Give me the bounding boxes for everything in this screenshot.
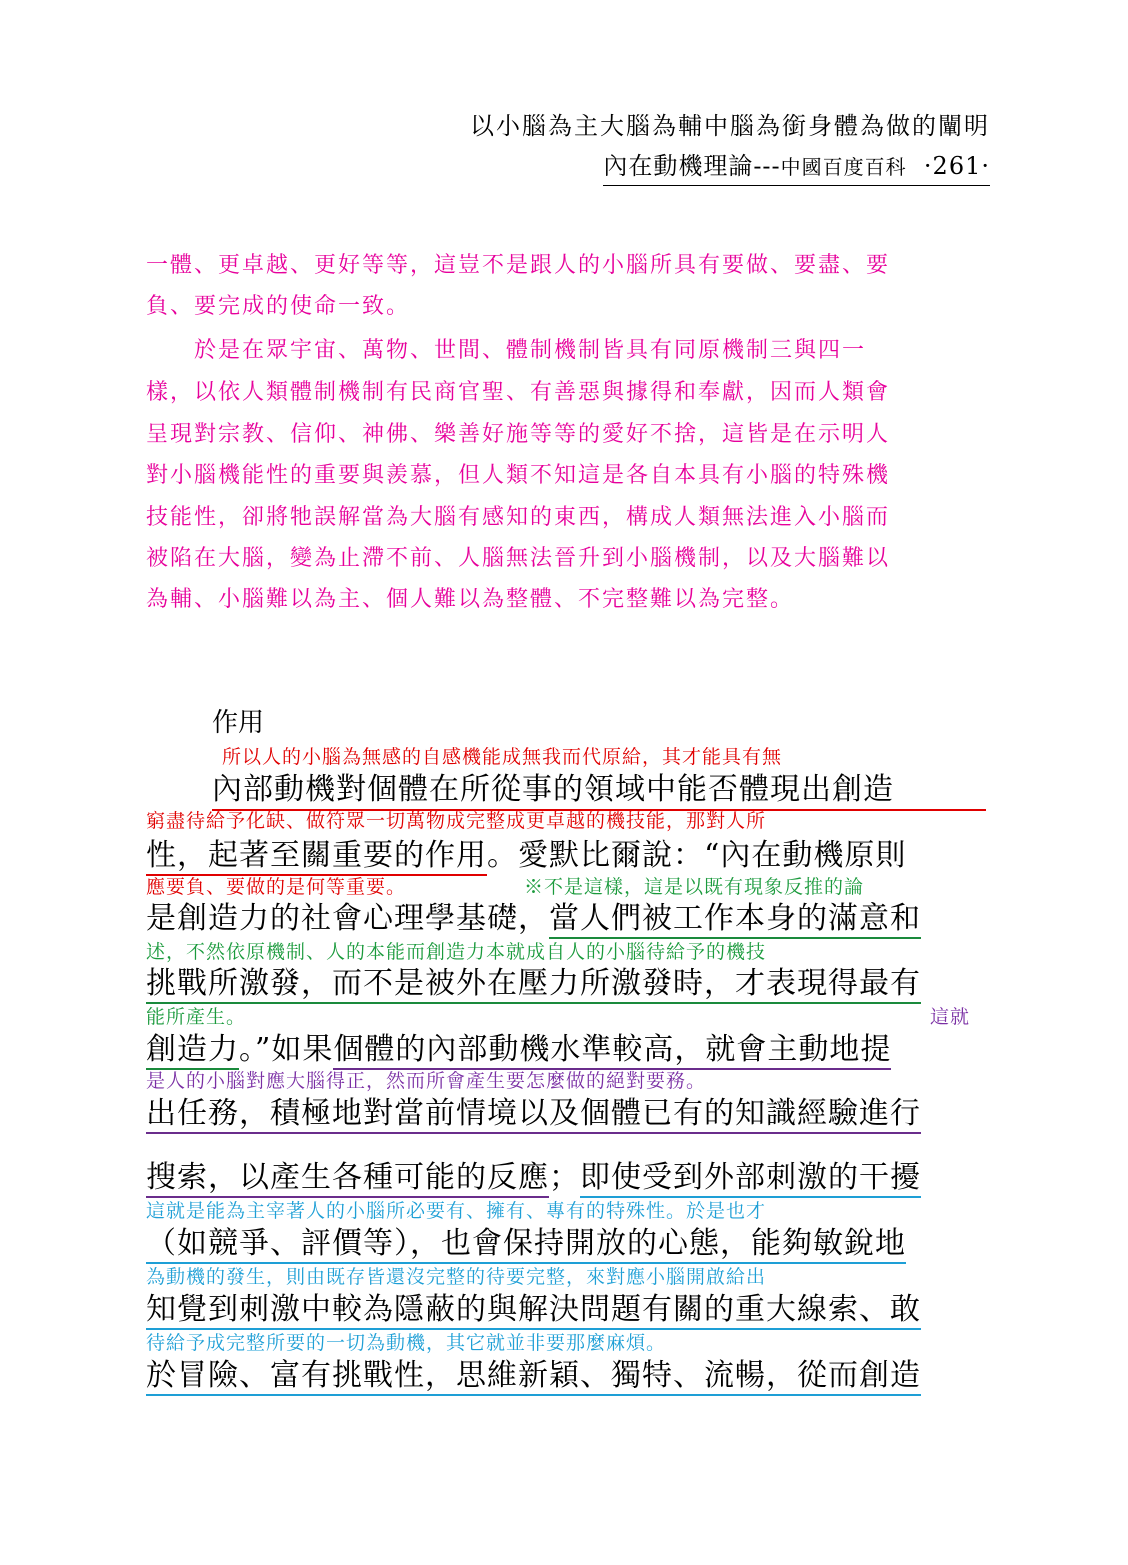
subtitle-main: 內在動機理論--- [603, 152, 781, 180]
annotation-green: 能所產生。 [146, 1006, 247, 1028]
main-text-line [146, 893, 921, 937]
main-text-line [146, 1152, 921, 1196]
intro-line: 樣，以依人類體制機制有民商官聖、有善惡與據得和奉獻，因而人類會 [146, 380, 891, 405]
main-text-span: 於冒險、富有挑戰性，思維新穎、獨特、流暢，從而創造 [146, 1358, 921, 1396]
main-text-span: 。”如果 [239, 1032, 334, 1067]
document-title: 以小腦為主大腦為輔中腦為銜身體為做的闡明 [470, 112, 990, 140]
main-text-span: ； [549, 1160, 580, 1195]
main-text-span: 知覺到刺激中較為隱蔽的與解決問題有關的重大線索、敢 [146, 1292, 921, 1330]
annotation-blue: 為動機的發生，則由既存皆還沒完整的待要完整，來對應小腦開啟給出 [146, 1266, 767, 1288]
main-text-span: 是創造力的社會心理學基礎， [146, 901, 549, 936]
intro-line: 一體、更卓越、更好等等，這豈不是跟人的小腦所具有要做、要盡、要 [146, 253, 891, 278]
main-text-line [146, 1350, 921, 1394]
main-text-span: 挑戰所激發，而不是被外在壓力所激發時，才表現得最有 [146, 966, 921, 1004]
annotation-purple: 是人的小腦對應大腦得正，然而所會產生要怎麼做的絕對要務。 [146, 1070, 707, 1092]
main-text-span: 。愛默比爾說：“內在動機原則 [487, 838, 907, 873]
page-number: ·261· [923, 152, 990, 180]
annotation-purple: 這就 [930, 1006, 971, 1028]
annotation-red: 窮盡待給予化缺、做符眾一切萬物成完整成更卓越的機技能，那對人所 [146, 810, 767, 832]
intro-line: 被陷在大腦，變為止滯不前、人腦無法晉升到小腦機制，以及大腦難以 [146, 546, 891, 571]
main-text-span: （如競爭、評價等），也會保持開放的心態，能夠敏銳地 [146, 1226, 906, 1264]
main-text-span: 個體的內部動機水準較高，就會主動地提 [333, 1032, 891, 1070]
intro-line: 呈現對宗教、信仰、神佛、樂善好施等等的愛好不捨，這皆是在示明人 [146, 422, 891, 447]
annotation-blue: 這就是能為主宰著人的小腦所必要有、擁有、專有的特殊性。於是也才 [146, 1200, 767, 1222]
main-text-span: 搜索，以產生各種可能的反應 [146, 1160, 549, 1198]
annotation-red: 所以人的小腦為無感的自感機能成無我而代原給，其才能具有無 [222, 746, 783, 768]
main-text-line [146, 1024, 891, 1068]
main-text-span: 當人們被工作本身的滿意和 [549, 901, 921, 939]
intro-line: 技能性，卻將牠誤解當為大腦有感知的東西，構成人類無法進入小腦而 [146, 505, 891, 530]
annotation-blue: 待給予成完整所要的一切為動機，其它就並非要那麼麻煩。 [146, 1332, 667, 1354]
main-text-line [146, 958, 921, 1002]
intro-line: 對小腦機能性的重要與羨慕，但人類不知這是各自本具有小腦的特殊機 [146, 463, 891, 488]
subtitle-source-text: 中國百度百科 [780, 155, 907, 179]
main-text-line [146, 830, 906, 874]
main-text-span: 性，起著至關重要的作用 [146, 838, 487, 876]
document-subtitle [603, 146, 990, 186]
intro-line: 負、要完成的使命一致。 [146, 294, 411, 319]
main-text-line [146, 1088, 921, 1132]
intro-line: 為輔、小腦難以為主、個人難以為整體、不完整難以為完整。 [146, 587, 795, 612]
main-text-line [146, 1218, 906, 1262]
annotation-green: ※不是這樣，這是以既有現象反推的論 [524, 876, 865, 898]
main-text-span: 出任務，積極地對當前情境以及個體已有的知識經驗進行 [146, 1096, 921, 1134]
main-text-line [212, 764, 986, 811]
main-text-span: 即使受到外部刺激的干擾 [580, 1160, 921, 1198]
main-text-line [146, 1284, 921, 1328]
annotation-green: 述，不然依原機制、人的本能而創造力本就成自人的小腦待給予的機技 [146, 941, 767, 963]
main-text-span: 內部動機對個體在所從事的領域中能否體現出創造 [212, 764, 986, 811]
intro-line: 於是在眾宇宙、萬物、世間、體制機制皆具有同原機制三與四一 [146, 338, 867, 363]
main-text-span: 創造力 [146, 1032, 239, 1070]
section-heading: 作用 [212, 708, 265, 738]
annotation-red: 應要負、要做的是何等重要。 [146, 876, 407, 898]
